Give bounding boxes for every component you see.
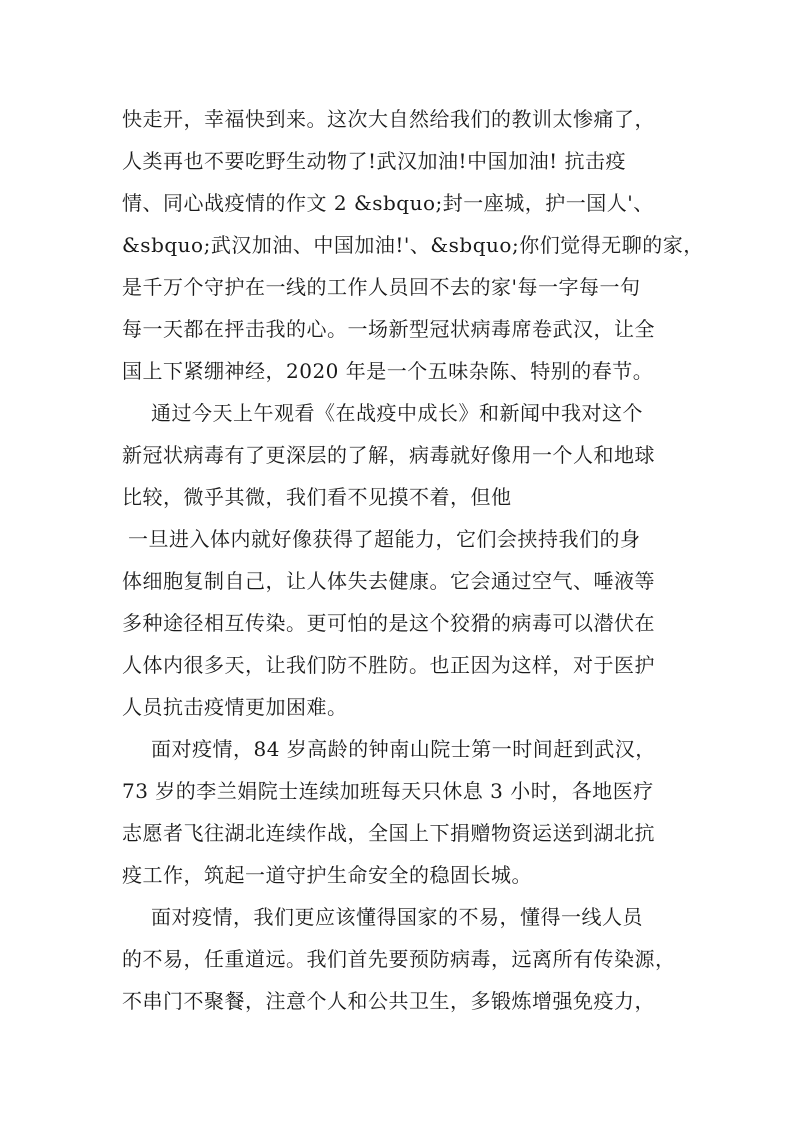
text-line-16: 面对疫情，84 岁高龄的钟南山院士第一时间赶到武汉，: [151, 737, 656, 761]
text-line-22: 不串门不聚餐，注意个人和公共卫生，多锻炼增强免疫力，: [122, 989, 655, 1013]
text-line-8: 通过今天上午观看《在战疫中成长》和新闻中我对这个: [151, 401, 643, 425]
text-line-17: 73 岁的李兰娟院士连续加班每天只休息 3 小时，各地医疗: [122, 779, 654, 803]
text-line-11: 一旦进入体内就好像获得了超能力，它们会挟持我们的身: [128, 527, 641, 551]
text-line-13: 多种途径相互传染。更可怕的是这个狡猾的病毒可以潜伏在: [122, 611, 655, 635]
text-line-21: 的不易，任重道远。我们首先要预防病毒，远离所有传染源，: [122, 947, 676, 971]
text-line-20: 面对疫情，我们更应该懂得国家的不易，懂得一线人员: [151, 905, 643, 929]
text-line-7: 国上下紧绷神经，2020 年是一个五味杂陈、特别的春节。: [122, 359, 654, 383]
text-line-18: 志愿者飞往湖北连续作战，全国上下捐赠物资运送到湖北抗: [122, 821, 655, 845]
text-line-5: 是千万个守护在一线的工作人员回不去的家'每一字每一句: [122, 275, 641, 299]
text-line-3: 情、同心战疫情的作文 2 &sbquo;封一座城，护一国人'、: [122, 191, 654, 215]
text-line-15: 人员抗击疫情更加困难。: [122, 695, 348, 719]
text-line-12: 体细胞复制自己，让人体失去健康。它会通过空气、唾液等: [122, 569, 655, 593]
text-line-1: 快走开，幸福快到来。这次大自然给我们的教训太惨痛了，: [122, 107, 655, 131]
text-line-4: &sbquo;武汉加油、中国加油!'、&sbquo;你们觉得无聊的家，: [122, 233, 704, 257]
text-line-2: 人类再也不要吃野生动物了!武汉加油!中国加油! 抗击疫: [122, 149, 626, 173]
text-line-9: 新冠状病毒有了更深层的了解，病毒就好像用一个人和地球: [122, 443, 655, 467]
text-line-6: 每一天都在抨击我的心。一场新型冠状病毒席卷武汉，让全: [122, 317, 655, 341]
text-line-19: 疫工作，筑起一道守护生命安全的稳固长城。: [122, 863, 532, 887]
text-line-14: 人体内很多天，让我们防不胜防。也正因为这样，对于医护: [122, 653, 655, 677]
text-line-10: 比较，微乎其微，我们看不见摸不着，但他: [122, 485, 512, 509]
